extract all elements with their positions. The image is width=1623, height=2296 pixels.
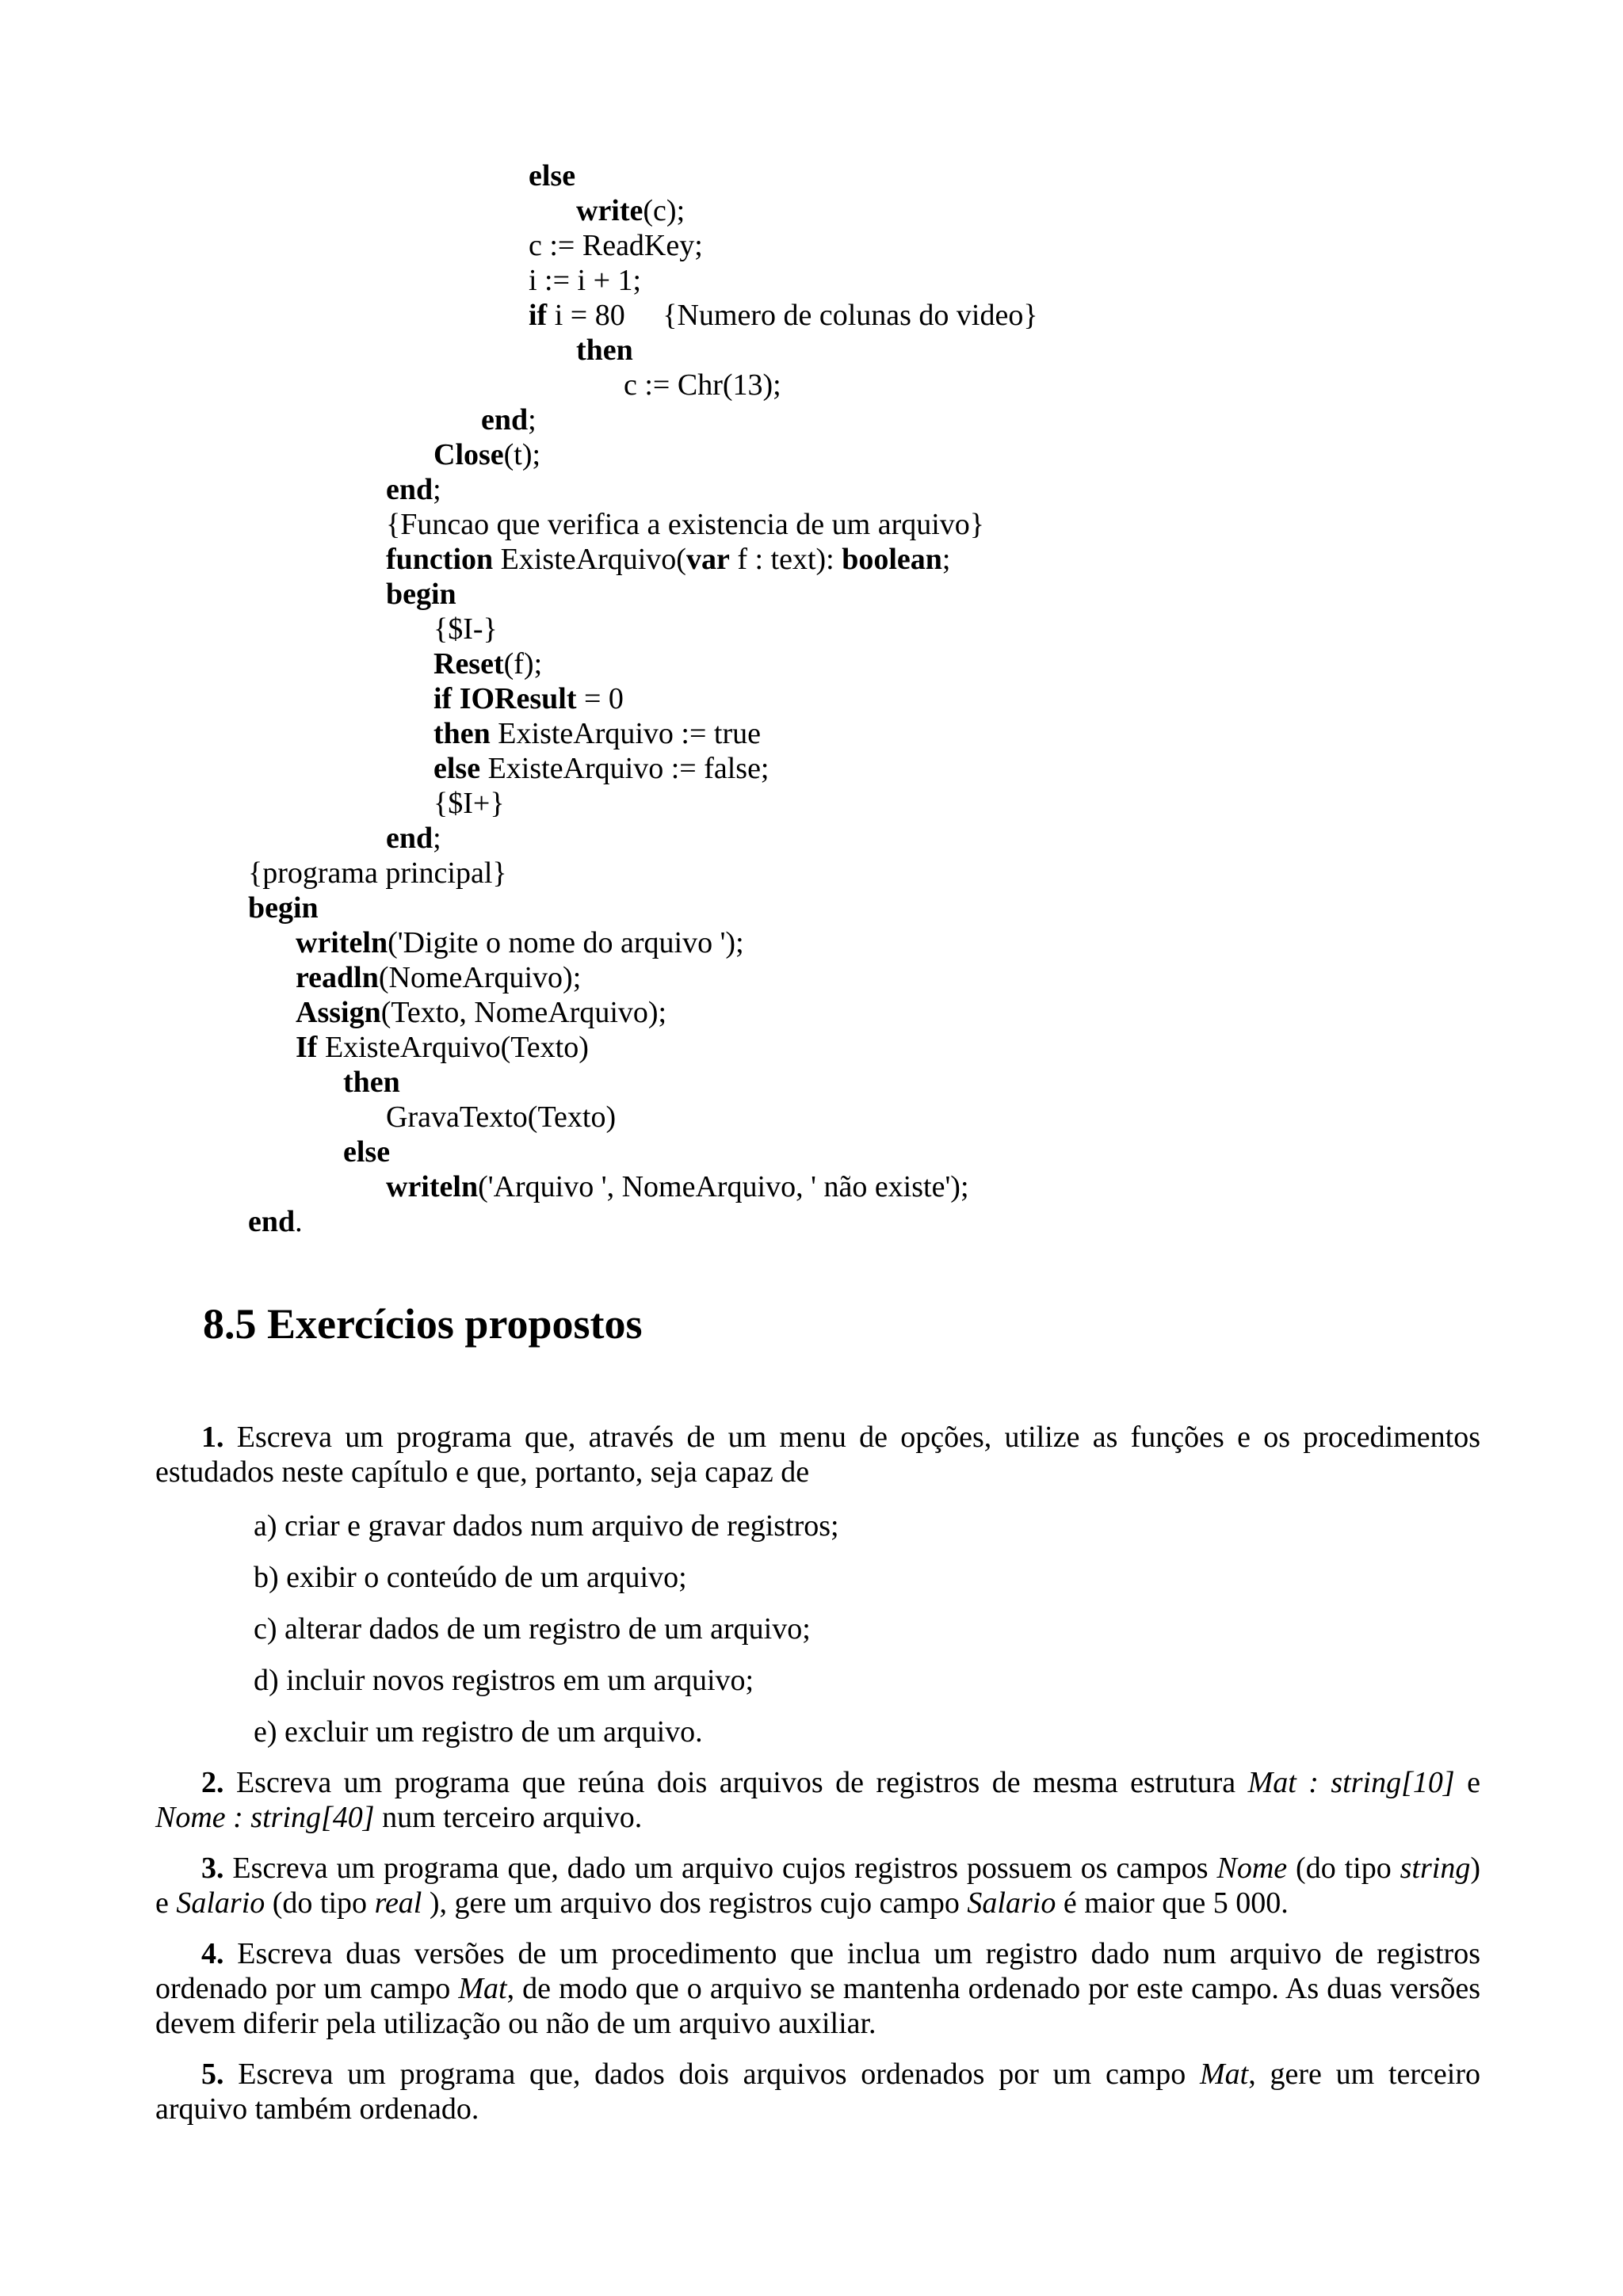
code-keyword: Reset xyxy=(433,647,504,681)
code-line xyxy=(433,437,540,472)
code-keyword: Close xyxy=(433,438,504,471)
code-keyword: else xyxy=(433,752,481,785)
code-line xyxy=(576,193,685,228)
italic-term: real xyxy=(374,1886,422,1920)
exercise-text: e xyxy=(1454,1766,1480,1799)
code-keyword: function xyxy=(386,543,494,576)
code-keyword: then xyxy=(433,717,491,750)
exercise-number: 3. xyxy=(201,1852,224,1885)
italic-term: string xyxy=(1400,1852,1471,1885)
code-keyword: end xyxy=(386,473,433,506)
code-line xyxy=(481,402,537,437)
code-text: {programa principal} xyxy=(248,856,507,890)
code-line xyxy=(433,681,624,716)
code-line xyxy=(529,158,575,193)
code-line xyxy=(386,1169,969,1204)
exercise-5 xyxy=(155,2057,1480,2126)
code-line xyxy=(296,1030,589,1065)
code-keyword: boolean xyxy=(842,543,942,576)
code-text: c := Chr(13); xyxy=(624,368,781,402)
exercise-1 xyxy=(155,1420,1480,1489)
exercise-number: 5. xyxy=(201,2058,224,2091)
code-keyword: begin xyxy=(386,578,456,611)
exercise-text: (do tipo xyxy=(265,1886,375,1920)
code-keyword: writeln xyxy=(296,926,388,959)
exercise-1-item-c: c) alterar dados de um registro de um arquivo; xyxy=(254,1612,811,1646)
code-keyword: if xyxy=(529,299,548,332)
code-keyword: begin xyxy=(248,891,319,925)
code-text: ; xyxy=(528,403,537,437)
code-keyword: else xyxy=(529,159,576,193)
exercise-1-item-a: a) criar e gravar dados num arquivo de registros; xyxy=(254,1509,839,1543)
exercise-1-item-b: b) exibir o conteúdo de um arquivo; xyxy=(254,1561,687,1594)
code-text: ; xyxy=(941,543,951,576)
code-line xyxy=(296,925,744,960)
exercise-text: Escreva um programa que, dado um arquivo cujos registros possuem os campos xyxy=(223,1852,1217,1885)
code-keyword: end xyxy=(386,822,433,855)
code-keyword: writeln xyxy=(386,1170,479,1203)
code-text: (NomeArquivo); xyxy=(378,961,582,994)
code-text: ; xyxy=(433,822,441,855)
exercise-text: , gere um terceiro arquivo também ordenado. xyxy=(155,2058,1480,2126)
exercise-text: é maior que 5 000. xyxy=(1056,1886,1289,1920)
code-text: (f); xyxy=(503,647,543,681)
italic-term: Salario xyxy=(967,1886,1056,1920)
code-line xyxy=(386,507,984,542)
code-text: {$I-} xyxy=(433,612,498,646)
code-keyword: write xyxy=(576,194,643,227)
code-text: = 0 xyxy=(576,682,624,715)
code-text: i := i + 1; xyxy=(529,264,642,297)
code-keyword: If xyxy=(296,1031,318,1064)
italic-term: Mat xyxy=(1200,2058,1249,2091)
exercise-text: Escreva um programa que reúna dois arquivos de registros de mesma estrutura xyxy=(223,1766,1248,1799)
code-text: ('Arquivo ', NomeArquivo, ' não existe'); xyxy=(478,1170,969,1203)
italic-term: Salario xyxy=(176,1886,265,1920)
exercise-4 xyxy=(155,1936,1480,2041)
code-line xyxy=(624,368,781,402)
code-keyword: if IOResult xyxy=(433,682,577,715)
code-keyword: then xyxy=(343,1066,400,1099)
italic-term: Mat xyxy=(458,1972,507,2005)
italic-term: Nome : string[40] xyxy=(155,1801,375,1834)
code-line xyxy=(576,333,633,368)
code-line xyxy=(343,1135,390,1169)
code-line xyxy=(433,612,498,646)
code-text: ExisteArquivo(Texto) xyxy=(317,1031,589,1064)
code-text: ExisteArquivo( xyxy=(493,543,686,576)
code-line xyxy=(386,472,441,507)
code-line xyxy=(248,856,507,891)
exercise-2 xyxy=(155,1765,1480,1835)
code-line xyxy=(386,821,441,856)
code-keyword: end xyxy=(248,1205,296,1238)
exercise-text: ) e xyxy=(155,1852,1480,1920)
code-keyword: then xyxy=(576,334,633,367)
code-keyword: var xyxy=(685,543,730,576)
italic-term: Mat : string[10] xyxy=(1247,1766,1455,1799)
code-line xyxy=(386,577,456,612)
exercise-text: (do tipo xyxy=(1287,1852,1400,1885)
exercise-text: Escreva duas versões de um procedimento que inclua um registro dado num arquivo de registros ordenado por um campo xyxy=(155,1937,1480,2005)
code-line xyxy=(529,298,1038,333)
exercise-text: , de modo que o arquivo se mantenha ordenado por este campo. As duas versões devem diferir pela utilização ou não de um arquivo auxiliar. xyxy=(155,1972,1481,2040)
code-line xyxy=(386,1100,616,1135)
exercise-number: 1. xyxy=(201,1421,224,1454)
code-text: GravaTexto(Texto) xyxy=(386,1100,617,1134)
code-line xyxy=(248,891,319,925)
code-keyword: Assign xyxy=(296,996,381,1029)
exercise-number: 2. xyxy=(201,1766,224,1799)
exercise-1-item-e: e) excluir um registro de um arquivo. xyxy=(254,1715,703,1749)
exercise-text: Escreva um programa que, dados dois arquivos ordenados por um campo xyxy=(223,2058,1201,2091)
code-text: (Texto, NomeArquivo); xyxy=(380,996,667,1029)
italic-term: Nome xyxy=(1216,1852,1288,1885)
code-text: f : text): xyxy=(729,543,842,576)
code-text: ('Digite o nome do arquivo '); xyxy=(388,926,744,959)
code-line xyxy=(433,716,761,751)
exercise-3 xyxy=(155,1851,1480,1920)
code-line xyxy=(296,995,666,1030)
code-text: {Funcao que verifica a existencia de um arquivo} xyxy=(386,508,985,541)
code-line xyxy=(386,542,950,577)
code-line xyxy=(248,1204,303,1239)
exercise-number: 4. xyxy=(201,1937,224,1970)
code-keyword: readln xyxy=(296,961,379,994)
exercise-text: num terceiro arquivo. xyxy=(374,1801,643,1834)
code-line xyxy=(529,228,703,263)
code-keyword: end xyxy=(481,403,529,437)
code-text: c := ReadKey; xyxy=(529,229,703,262)
code-text: ExisteArquivo := false; xyxy=(480,752,769,785)
code-line xyxy=(433,751,769,786)
code-line xyxy=(529,263,641,298)
code-text: {$I+} xyxy=(433,787,505,820)
code-line xyxy=(343,1065,400,1100)
code-keyword: else xyxy=(343,1135,391,1169)
exercise-text: Escreva um programa que, através de um menu de opções, utilize as funções e os procedimentos estudados neste capítulo e que, portanto, seja capaz de xyxy=(155,1421,1480,1489)
code-line xyxy=(433,646,542,681)
exercise-text: ), gere um arquivo dos registros cujo campo xyxy=(422,1886,968,1920)
code-text: . xyxy=(295,1205,303,1238)
code-text: ; xyxy=(433,473,441,506)
code-text: (c); xyxy=(643,194,685,227)
code-text: i = 80 {Numero de colunas do video} xyxy=(547,299,1038,332)
exercise-1-item-d: d) incluir novos registros em um arquivo; xyxy=(254,1664,754,1697)
section-title: 8.5 Exercícios propostos xyxy=(203,1300,643,1348)
code-line xyxy=(296,960,581,995)
code-text: ExisteArquivo := true xyxy=(490,717,761,750)
code-line xyxy=(433,786,505,821)
code-text: (t); xyxy=(503,438,541,471)
